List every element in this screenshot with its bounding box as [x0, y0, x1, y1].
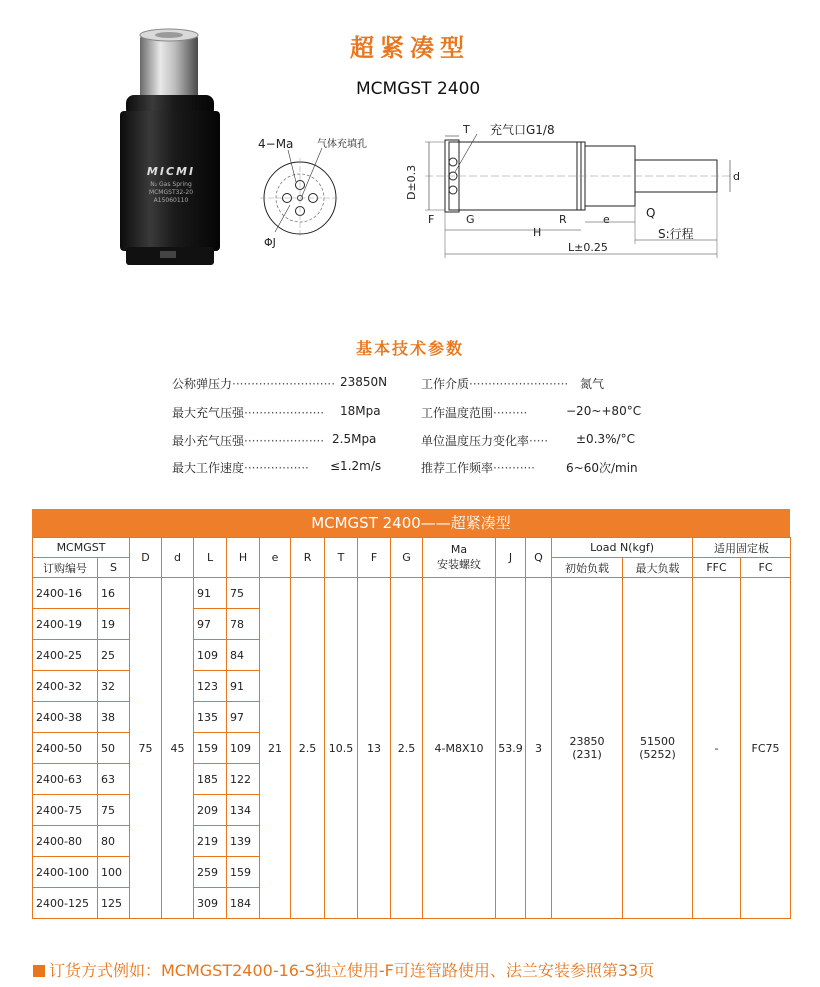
cell-l: 159: [194, 733, 227, 764]
label-t: T: [463, 123, 470, 136]
param-right-4: 推荐工作频率···········: [421, 461, 535, 475]
th-D: D: [130, 538, 162, 578]
spec-table: [32, 537, 791, 919]
cell-R: 2.5: [291, 578, 325, 919]
cell-s: 38: [98, 702, 130, 733]
param-right-2: 工作温度范围·········: [421, 406, 528, 420]
cell-l: 91: [194, 578, 227, 609]
param-left-4-value: ≤1.2m/s: [330, 459, 382, 473]
side-view-drawing: [405, 112, 750, 262]
th-ma: [423, 538, 496, 578]
th-model: MCMGST: [33, 538, 130, 558]
cell-l: 209: [194, 795, 227, 826]
label-d-tol: D±0.3: [405, 164, 418, 200]
param-left-2: 最大充气压强·····················: [172, 406, 325, 420]
cell-h: 84: [227, 640, 260, 671]
cell-h: 134: [227, 795, 260, 826]
cell-h: 159: [227, 857, 260, 888]
params-title: 基本技术参数: [355, 339, 464, 358]
th-fc: FC: [741, 558, 791, 578]
th-order: 订购编号: [33, 558, 98, 578]
cell-code: 2400-75: [33, 795, 98, 826]
th-plate: 适用固定板: [693, 538, 791, 558]
label-l-tol: L±0.25: [568, 241, 608, 254]
cell-d: 45: [162, 578, 194, 919]
param-left-2-value: 18Mpa: [340, 404, 381, 418]
cell-code: 2400-125: [33, 888, 98, 919]
param-right-4-value: 6~60次/min: [566, 461, 638, 475]
label-phi-j: ΦJ: [264, 236, 276, 249]
cell-code: 2400-32: [33, 671, 98, 702]
cell-h: 75: [227, 578, 260, 609]
cell-code: 2400-38: [33, 702, 98, 733]
cell-F: 13: [358, 578, 391, 919]
param-right-2-value: −20~+80°C: [566, 404, 642, 418]
th-load: Load N(kgf): [552, 538, 693, 558]
cell-code: 2400-19: [33, 609, 98, 640]
th-max: 最大负载: [623, 558, 693, 578]
cell-l: 309: [194, 888, 227, 919]
param-right-3: 单位温度压力变化率·····: [421, 434, 549, 448]
param-left-3-value: 2.5Mpa: [332, 432, 377, 446]
label-e: e: [603, 213, 610, 226]
cell-ma: 4-M8X10: [423, 578, 496, 919]
cell-J: 53.9: [496, 578, 526, 919]
cell-Q: 3: [526, 578, 552, 919]
cell-max-n: 51500: [640, 735, 676, 748]
param-right-1-value: 氮气: [580, 377, 605, 391]
cell-T: 10.5: [325, 578, 358, 919]
cell-ffc: -: [693, 578, 741, 919]
product-label-3: A15060110: [153, 197, 189, 204]
th-init: 初始负载: [552, 558, 623, 578]
cell-s: 100: [98, 857, 130, 888]
cell-l: 109: [194, 640, 227, 671]
cell-fc: FC75: [741, 578, 791, 919]
param-right-3-value: ±0.3%/°C: [576, 432, 635, 446]
th-d: d: [162, 538, 194, 578]
label-q: Q: [646, 206, 656, 220]
label-stroke: S:行程: [658, 227, 694, 241]
product-photo: [112, 25, 230, 270]
cell-G: 2.5: [391, 578, 423, 919]
th-ma-sub: 安装螺纹: [437, 558, 482, 571]
cell-h: 91: [227, 671, 260, 702]
cell-code: 2400-80: [33, 826, 98, 857]
label-g: G: [466, 213, 475, 226]
param-left-4: 最大工作速度·················: [172, 461, 309, 475]
cell-s: 63: [98, 764, 130, 795]
cell-init: [552, 578, 623, 919]
th-G: G: [391, 538, 423, 578]
cell-init-kgf: (231): [572, 748, 602, 761]
label-h: H: [533, 226, 542, 239]
cell-code: 2400-100: [33, 857, 98, 888]
order-note: [33, 958, 654, 981]
th-Q: Q: [526, 538, 552, 578]
model-name: MCMGST 2400: [356, 79, 481, 99]
product-label-2: MCMGST32-20: [148, 189, 194, 196]
cell-l: 185: [194, 764, 227, 795]
th-R: R: [291, 538, 325, 578]
label-f: F: [428, 213, 435, 226]
param-right-1: 工作介质··························: [421, 377, 569, 391]
cell-h: 109: [227, 733, 260, 764]
th-T: T: [325, 538, 358, 578]
cell-h: 122: [227, 764, 260, 795]
label-gas-port: 充气口G1/8: [490, 123, 555, 137]
cell-code: 2400-50: [33, 733, 98, 764]
cell-s: 125: [98, 888, 130, 919]
label-gas-hole: 气体充填孔: [317, 139, 367, 150]
cell-h: 139: [227, 826, 260, 857]
th-e: e: [260, 538, 291, 578]
cell-l: 123: [194, 671, 227, 702]
cell-s: 75: [98, 795, 130, 826]
param-left-3: 最小充气压强·····················: [172, 434, 325, 448]
cell-max: [623, 578, 693, 919]
cell-s: 50: [98, 733, 130, 764]
product-label-1: N₂ Gas Spring: [150, 181, 192, 188]
cell-code: 2400-16: [33, 578, 98, 609]
label-4ma: 4−Ma: [258, 137, 294, 151]
th-ma-label: Ma: [450, 543, 468, 556]
th-J: J: [496, 538, 526, 578]
th-s: S: [98, 558, 130, 578]
cell-h: 184: [227, 888, 260, 919]
cell-l: 219: [194, 826, 227, 857]
cell-h: 97: [227, 702, 260, 733]
table-title: MCMGST 2400——超紧凑型: [32, 509, 790, 537]
th-H: H: [227, 538, 260, 578]
th-ffc: FFC: [693, 558, 741, 578]
bullet-square-icon: [33, 965, 45, 977]
cell-s: 32: [98, 671, 130, 702]
cell-l: 97: [194, 609, 227, 640]
table-row: [33, 578, 791, 609]
cell-l: 259: [194, 857, 227, 888]
param-left-1: 公称弹压力···························: [172, 377, 336, 391]
cell-s: 25: [98, 640, 130, 671]
th-F: F: [358, 538, 391, 578]
cell-l: 135: [194, 702, 227, 733]
label-small-d: d: [733, 170, 740, 183]
th-L: L: [194, 538, 227, 578]
brand-logo: MICMI: [146, 165, 196, 178]
cell-s: 19: [98, 609, 130, 640]
label-r: R: [559, 213, 567, 226]
order-note-text: 订货方式例如：MCMGST2400-16-S独立使用-F可连管路使用、法兰安装参照第33页: [49, 961, 655, 980]
cell-init-n: 23850: [569, 735, 605, 748]
page-title: 超紧凑型: [350, 34, 470, 62]
param-left-1-value: 23850N: [340, 375, 388, 389]
cell-D: 75: [130, 578, 162, 919]
cell-code: 2400-25: [33, 640, 98, 671]
cell-e: 21: [260, 578, 291, 919]
cell-h: 78: [227, 609, 260, 640]
cell-s: 80: [98, 826, 130, 857]
cell-code: 2400-63: [33, 764, 98, 795]
cell-s: 16: [98, 578, 130, 609]
cell-max-kgf: (5252): [639, 748, 676, 761]
